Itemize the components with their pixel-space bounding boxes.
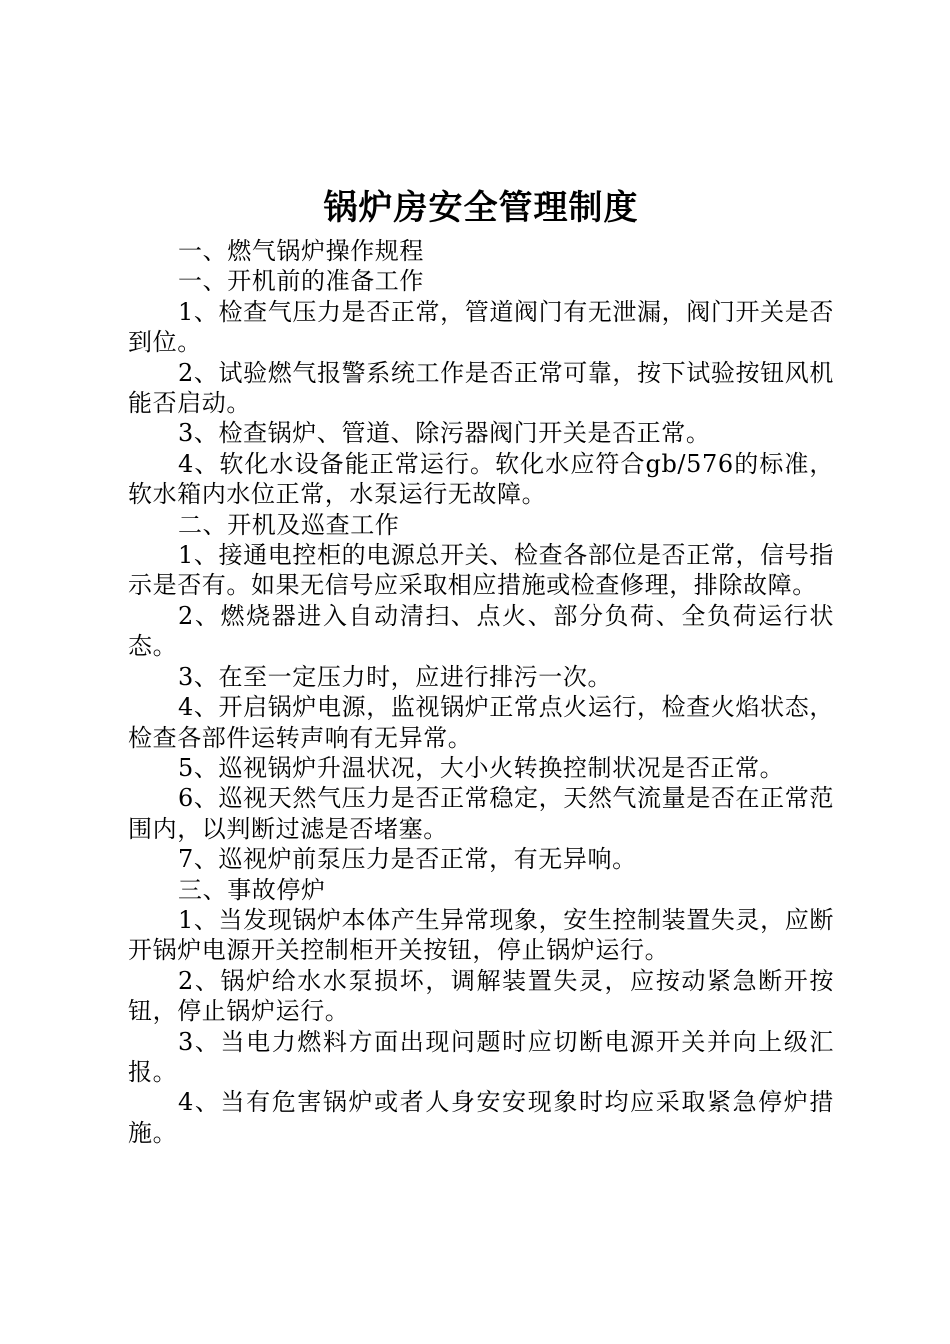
section-heading-startup-inspection: 二、开机及巡查工作 [178,510,400,539]
document-title: 锅炉房安全管理制度 [323,188,639,228]
paragraph: 4、当有危害锅炉或者人身安安现象时均应采取紧急停炉措施。 [128,1088,834,1147]
document-page [128,182,834,1148]
section-heading-emergency-shutdown: 三、事故停炉 [178,875,326,904]
section-heading-preparation: 一、开机前的准备工作 [178,267,424,296]
paragraph: 1、当发现锅炉本体产生异常现象，安生控制装置失灵，应断开锅炉电源开关控制柜开关按钮，停止锅炉运行。 [128,905,834,965]
section-heading-gas-boiler-rules: 一、燃气锅炉操作规程 [178,237,424,265]
paragraph: 1、接通电控柜的电源总开关、检查各部位是否正常，信号指示是否有。如果无信号应采取相应措施或检查修理，排除故障。 [128,541,834,600]
paragraph: 2、试验燃气报警系统工作是否正常可靠，按下试验按钮风机能否启动。 [128,358,834,418]
paragraph: 6、巡视天然气压力是否正常稳定，天然气流量是否在正常范围内，以判断过滤是否堵塞。 [128,784,834,843]
paragraph: 4、开启锅炉电源，监视锅炉正常点火运行，检查火焰状态，检查各部件运转声响有无异常。 [128,693,834,752]
paragraph: 4、软化水设备能正常运行。软化水应符合gb/576的标准，软水箱内水位正常，水泵运行无故障。 [128,449,834,509]
paragraph: 2、锅炉给水水泵损坏，调解装置失灵，应按动紧急断开按钮，停止锅炉运行。 [128,966,834,1026]
paragraph: 3、检查锅炉、管道、除污器阀门开关是否正常。 [178,419,711,448]
paragraph: 3、在至一定压力时，应进行排污一次。 [178,662,613,691]
paragraph: 2、燃烧器进入自动清扫、点火、部分负荷、全负荷运行状态。 [128,601,834,661]
paragraph: 1、检查气压力是否正常，管道阀门有无泄漏，阀门开关是否到位。 [128,297,834,357]
document-body [128,236,834,1148]
paragraph: 5、巡视锅炉升温状况，大小火转换控制状况是否正常。 [178,753,785,782]
paragraph: 3、当电力燃料方面出现问题时应切断电源开关并向上级汇报。 [128,1027,834,1086]
paragraph: 7、巡视炉前泵压力是否正常，有无异响。 [178,845,637,874]
